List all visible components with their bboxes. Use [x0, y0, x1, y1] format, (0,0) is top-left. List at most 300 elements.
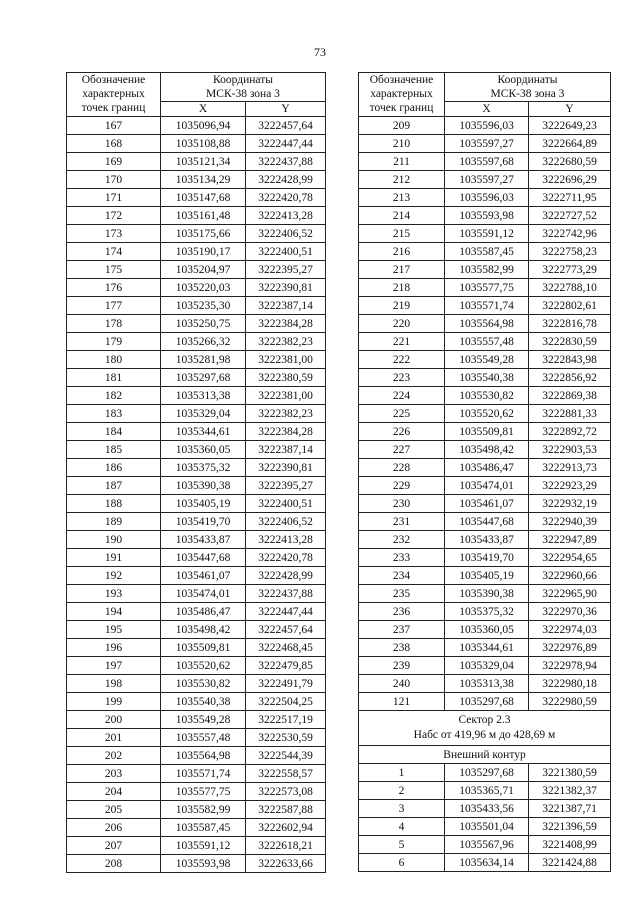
coord-x: 1035587,45 [445, 243, 529, 261]
point-number: 224 [359, 387, 445, 405]
table-row [359, 387, 611, 405]
coord-y: 3222406,52 [246, 225, 326, 243]
point-number: 234 [359, 567, 445, 585]
coord-y: 3222390,81 [246, 459, 326, 477]
point-number: 185 [67, 441, 161, 459]
point-number: 207 [67, 837, 161, 855]
point-number: 186 [67, 459, 161, 477]
coord-x: 1035520,62 [161, 657, 246, 675]
coord-x: 1035582,99 [161, 801, 246, 819]
table-row [359, 854, 611, 872]
table-row [67, 693, 326, 711]
coord-x: 1035557,48 [445, 333, 529, 351]
coord-x: 1035419,70 [445, 549, 529, 567]
coord-y: 3222381,00 [246, 351, 326, 369]
coord-y: 3222447,44 [246, 603, 326, 621]
table-row [359, 782, 611, 800]
point-number: 172 [67, 207, 161, 225]
coord-x: 1035549,28 [161, 711, 246, 729]
table-row [67, 513, 326, 531]
table-row [359, 405, 611, 423]
coord-x: 1035597,68 [445, 153, 529, 171]
table-row [359, 315, 611, 333]
coord-y: 3222960,66 [529, 567, 611, 585]
coord-y: 3222711,95 [529, 189, 611, 207]
point-number: 221 [359, 333, 445, 351]
table-row [359, 459, 611, 477]
sector-range: Набс от 419,96 м до 428,69 м [413, 729, 556, 741]
point-number: 235 [359, 585, 445, 603]
table-row [359, 495, 611, 513]
table-row [67, 423, 326, 441]
point-number: 212 [359, 171, 445, 189]
header-coordinates [445, 73, 611, 102]
point-number: 4 [359, 818, 445, 836]
coord-x: 1035486,47 [445, 459, 529, 477]
table-row [67, 495, 326, 513]
point-number: 180 [67, 351, 161, 369]
table-row [359, 351, 611, 369]
header-coords-line1: Координаты [213, 74, 273, 86]
coord-x: 1035433,87 [445, 531, 529, 549]
point-number: 220 [359, 315, 445, 333]
table-row [67, 243, 326, 261]
table-row [359, 279, 611, 297]
coord-x: 1035474,01 [161, 585, 246, 603]
coord-y: 3222457,64 [246, 621, 326, 639]
coord-x: 1035509,81 [445, 423, 529, 441]
table-row [67, 657, 326, 675]
point-number: 189 [67, 513, 161, 531]
coord-x: 1035405,19 [445, 567, 529, 585]
table-row [67, 639, 326, 657]
coord-x: 1035596,03 [445, 189, 529, 207]
coord-y: 3222384,28 [246, 423, 326, 441]
coord-y: 3222974,03 [529, 621, 611, 639]
coord-y: 3222947,89 [529, 531, 611, 549]
coord-x: 1035297,68 [445, 764, 529, 782]
table-row [359, 800, 611, 818]
coordinates-table-right [358, 72, 611, 872]
point-number: 167 [67, 117, 161, 135]
table-row [67, 297, 326, 315]
coord-y: 3222856,92 [529, 369, 611, 387]
table-row [359, 423, 611, 441]
point-number: 1 [359, 764, 445, 782]
point-number: 209 [359, 117, 445, 135]
coord-y: 3222881,33 [529, 405, 611, 423]
point-number: 181 [67, 369, 161, 387]
table-row [67, 333, 326, 351]
coord-y: 3222413,28 [246, 207, 326, 225]
point-number: 195 [67, 621, 161, 639]
table-row [359, 603, 611, 621]
coord-x: 1035577,75 [445, 279, 529, 297]
coord-x: 1035390,38 [445, 585, 529, 603]
point-number: 176 [67, 279, 161, 297]
point-number: 191 [67, 549, 161, 567]
point-number: 3 [359, 800, 445, 818]
table-row [359, 171, 611, 189]
point-number: 184 [67, 423, 161, 441]
coord-x: 1035375,32 [445, 603, 529, 621]
coord-x: 1035266,32 [161, 333, 246, 351]
point-number: 175 [67, 261, 161, 279]
coord-y: 3222830,59 [529, 333, 611, 351]
coord-y: 3222544,39 [246, 747, 326, 765]
table-row [67, 135, 326, 153]
table-row [359, 207, 611, 225]
point-number: 225 [359, 405, 445, 423]
coord-x: 1035593,98 [445, 207, 529, 225]
coord-x: 1035360,05 [161, 441, 246, 459]
point-number: 228 [359, 459, 445, 477]
coord-y: 3221408,99 [529, 836, 611, 854]
point-number: 187 [67, 477, 161, 495]
table-row [67, 675, 326, 693]
point-number: 196 [67, 639, 161, 657]
point-number: 174 [67, 243, 161, 261]
point-number: 171 [67, 189, 161, 207]
table-row [359, 135, 611, 153]
table-row [359, 189, 611, 207]
table-row [359, 621, 611, 639]
coord-y: 3222742,96 [529, 225, 611, 243]
table-row [67, 477, 326, 495]
coord-y: 3222428,99 [246, 171, 326, 189]
point-number: 223 [359, 369, 445, 387]
coord-y: 3222965,90 [529, 585, 611, 603]
sector-section [359, 711, 611, 764]
coord-x: 1035587,45 [161, 819, 246, 837]
table-row [67, 387, 326, 405]
contour-table-body [359, 764, 611, 872]
table-row [359, 297, 611, 315]
coord-x: 1035313,38 [161, 387, 246, 405]
table-row [67, 765, 326, 783]
table-row [359, 836, 611, 854]
table-row [359, 261, 611, 279]
coord-x: 1035134,29 [161, 171, 246, 189]
coord-y: 3221382,37 [529, 782, 611, 800]
table-row [67, 189, 326, 207]
point-number: 232 [359, 531, 445, 549]
coord-x: 1035365,71 [445, 782, 529, 800]
coord-y: 3222395,27 [246, 261, 326, 279]
table-row [67, 369, 326, 387]
table-row [359, 117, 611, 135]
header-coords-line2: МСК-38 зона 3 [206, 88, 280, 100]
point-number: 205 [67, 801, 161, 819]
point-number: 198 [67, 675, 161, 693]
coord-x: 1035501,04 [445, 818, 529, 836]
coord-x: 1035591,12 [161, 837, 246, 855]
coord-y: 3222420,78 [246, 549, 326, 567]
coord-x: 1035530,82 [445, 387, 529, 405]
coord-x: 1035486,47 [161, 603, 246, 621]
coord-y: 3222428,99 [246, 567, 326, 585]
coord-x: 1035582,99 [445, 261, 529, 279]
sector-heading [359, 711, 611, 746]
coord-x: 1035161,48 [161, 207, 246, 225]
header-label-line3: точек границ [81, 102, 146, 114]
page-number: 73 [314, 45, 326, 59]
point-number: 169 [67, 153, 161, 171]
point-number: 202 [67, 747, 161, 765]
coord-x: 1035313,38 [445, 675, 529, 693]
point-number: 2 [359, 782, 445, 800]
table-row [67, 531, 326, 549]
coord-x: 1035596,03 [445, 117, 529, 135]
table-row [67, 279, 326, 297]
table-row [359, 477, 611, 495]
coord-x: 1035190,17 [161, 243, 246, 261]
point-number: 204 [67, 783, 161, 801]
coord-y: 3222602,94 [246, 819, 326, 837]
table-row [67, 729, 326, 747]
point-number: 233 [359, 549, 445, 567]
coord-x: 1035297,68 [161, 369, 246, 387]
table-row [67, 459, 326, 477]
table-row [67, 567, 326, 585]
coord-y: 3222413,28 [246, 531, 326, 549]
point-number: 222 [359, 351, 445, 369]
coord-x: 1035567,96 [445, 836, 529, 854]
header-x: X [161, 102, 246, 117]
header-x: X [445, 102, 529, 117]
coord-y: 3221424,88 [529, 854, 611, 872]
coordinates-table-left [66, 72, 326, 873]
point-number: 183 [67, 405, 161, 423]
header-label-line2: характерных [82, 88, 145, 100]
table-row [359, 513, 611, 531]
coord-y: 3222932,19 [529, 495, 611, 513]
table-row [359, 693, 611, 711]
coord-x: 1035564,98 [445, 315, 529, 333]
coord-x: 1035344,61 [161, 423, 246, 441]
coord-x: 1035540,38 [161, 693, 246, 711]
coord-x: 1035329,04 [161, 405, 246, 423]
point-number: 179 [67, 333, 161, 351]
point-number: 199 [67, 693, 161, 711]
coord-y: 3222530,59 [246, 729, 326, 747]
coord-y: 3222558,57 [246, 765, 326, 783]
header-y: Y [246, 102, 326, 117]
table-row [359, 567, 611, 585]
coord-y: 3222903,53 [529, 441, 611, 459]
header-label-line1: Обозначение [81, 74, 146, 86]
coord-x: 1035108,88 [161, 135, 246, 153]
table-row [359, 764, 611, 782]
coord-y: 3222517,19 [246, 711, 326, 729]
table-row [359, 585, 611, 603]
table-row [359, 333, 611, 351]
coord-x: 1035577,75 [161, 783, 246, 801]
coord-y: 3222479,85 [246, 657, 326, 675]
table-row [359, 818, 611, 836]
coord-y: 3222380,59 [246, 369, 326, 387]
table-row [359, 531, 611, 549]
coord-x: 1035235,30 [161, 297, 246, 315]
header-coordinates [161, 73, 326, 102]
table-row [67, 207, 326, 225]
table-row [67, 153, 326, 171]
point-number: 168 [67, 135, 161, 153]
table-row [67, 117, 326, 135]
header-coords-line2: МСК-38 зона 3 [490, 88, 565, 100]
coord-y: 3221380,59 [529, 764, 611, 782]
table-row [359, 549, 611, 567]
coord-x: 1035634,14 [445, 854, 529, 872]
coord-y: 3222940,39 [529, 513, 611, 531]
coord-y: 3222696,29 [529, 171, 611, 189]
coord-y: 3221387,71 [529, 800, 611, 818]
sector-title: Сектор 2.3 [458, 714, 511, 726]
point-number: 231 [359, 513, 445, 531]
coord-y: 3222468,45 [246, 639, 326, 657]
point-number: 208 [67, 855, 161, 873]
coord-x: 1035447,68 [161, 549, 246, 567]
coord-x: 1035540,38 [445, 369, 529, 387]
point-number: 182 [67, 387, 161, 405]
coord-y: 3222970,36 [529, 603, 611, 621]
coord-y: 3222400,51 [246, 243, 326, 261]
right-table-body [359, 117, 611, 711]
coord-y: 3222843,98 [529, 351, 611, 369]
coord-x: 1035390,38 [161, 477, 246, 495]
coord-y: 3222633,66 [246, 855, 326, 873]
coord-y: 3222758,23 [529, 243, 611, 261]
table-row [359, 675, 611, 693]
coord-y: 3222980,18 [529, 675, 611, 693]
point-number: 210 [359, 135, 445, 153]
coord-y: 3222727,52 [529, 207, 611, 225]
header-label-line3: точек границ [369, 102, 434, 114]
coord-y: 3222680,59 [529, 153, 611, 171]
coord-y: 3222420,78 [246, 189, 326, 207]
table-row [67, 747, 326, 765]
coord-y: 3222892,72 [529, 423, 611, 441]
point-number: 213 [359, 189, 445, 207]
point-number: 240 [359, 675, 445, 693]
point-number: 226 [359, 423, 445, 441]
header-coords-line1: Координаты [497, 74, 558, 86]
point-number: 217 [359, 261, 445, 279]
coord-x: 1035147,68 [161, 189, 246, 207]
table-row [359, 243, 611, 261]
coord-y: 3222390,81 [246, 279, 326, 297]
table-row [359, 369, 611, 387]
table-row [359, 225, 611, 243]
table-row [67, 351, 326, 369]
point-number: 170 [67, 171, 161, 189]
coord-x: 1035530,82 [161, 675, 246, 693]
coord-x: 1035329,04 [445, 657, 529, 675]
point-number: 230 [359, 495, 445, 513]
coord-y: 3222384,28 [246, 315, 326, 333]
point-number: 238 [359, 639, 445, 657]
coord-x: 1035509,81 [161, 639, 246, 657]
coord-y: 3222504,25 [246, 693, 326, 711]
coord-x: 1035597,27 [445, 135, 529, 153]
coord-y: 3222447,44 [246, 135, 326, 153]
header-point-label [67, 73, 161, 117]
coord-y: 3222980,59 [529, 693, 611, 711]
table-row [67, 261, 326, 279]
coord-y: 3222954,65 [529, 549, 611, 567]
point-number: 173 [67, 225, 161, 243]
point-number: 203 [67, 765, 161, 783]
coord-y: 3222437,88 [246, 153, 326, 171]
coord-y: 3222387,14 [246, 441, 326, 459]
table-row [359, 639, 611, 657]
coord-y: 3222923,29 [529, 477, 611, 495]
coord-x: 1035121,34 [161, 153, 246, 171]
point-number: 5 [359, 836, 445, 854]
table-row [67, 603, 326, 621]
table-row [67, 783, 326, 801]
point-number: 216 [359, 243, 445, 261]
point-number: 177 [67, 297, 161, 315]
coord-x: 1035571,74 [445, 297, 529, 315]
header-y: Y [529, 102, 611, 117]
coord-x: 1035375,32 [161, 459, 246, 477]
coord-x: 1035549,28 [445, 351, 529, 369]
table-row [67, 711, 326, 729]
coord-x: 1035564,98 [161, 747, 246, 765]
point-number: 194 [67, 603, 161, 621]
table-row [67, 171, 326, 189]
point-number: 190 [67, 531, 161, 549]
point-number: 178 [67, 315, 161, 333]
header-label-line1: Обозначение [369, 74, 434, 86]
table-row [67, 819, 326, 837]
point-number: 193 [67, 585, 161, 603]
coord-x: 1035461,07 [445, 495, 529, 513]
coord-y: 3222913,73 [529, 459, 611, 477]
point-number: 206 [67, 819, 161, 837]
point-number: 214 [359, 207, 445, 225]
coord-y: 3222664,89 [529, 135, 611, 153]
coord-x: 1035220,03 [161, 279, 246, 297]
table-row [359, 153, 611, 171]
coord-y: 3222491,79 [246, 675, 326, 693]
coord-y: 3222618,21 [246, 837, 326, 855]
table-row [67, 855, 326, 873]
coord-y: 3222381,00 [246, 387, 326, 405]
point-number: 239 [359, 657, 445, 675]
point-number: 121 [359, 693, 445, 711]
coord-x: 1035474,01 [445, 477, 529, 495]
table-row [359, 441, 611, 459]
point-number: 192 [67, 567, 161, 585]
coord-x: 1035498,42 [445, 441, 529, 459]
table-row [67, 837, 326, 855]
coord-y: 3222406,52 [246, 513, 326, 531]
point-number: 188 [67, 495, 161, 513]
coord-x: 1035175,66 [161, 225, 246, 243]
coord-x: 1035557,48 [161, 729, 246, 747]
coord-x: 1035360,05 [445, 621, 529, 639]
coord-x: 1035433,87 [161, 531, 246, 549]
coord-x: 1035419,70 [161, 513, 246, 531]
coord-x: 1035344,61 [445, 639, 529, 657]
coord-x: 1035498,42 [161, 621, 246, 639]
coord-y: 3222382,23 [246, 333, 326, 351]
point-number: 237 [359, 621, 445, 639]
coord-y: 3222976,89 [529, 639, 611, 657]
coord-x: 1035461,07 [161, 567, 246, 585]
